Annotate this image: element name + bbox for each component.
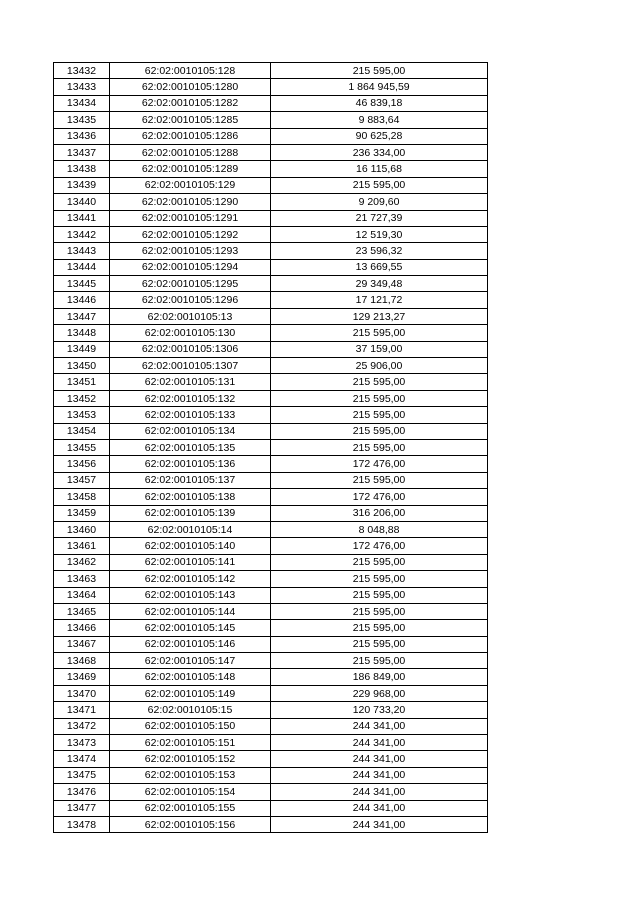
table-row	[54, 554, 488, 570]
cadastral-number-cell: 62:02:0010105:156	[110, 816, 271, 832]
row-id-cell: 13478	[54, 816, 110, 832]
row-id-cell: 13470	[54, 685, 110, 701]
table-row	[54, 636, 488, 652]
cadastral-number-cell: 62:02:0010105:140	[110, 538, 271, 554]
table-row	[54, 439, 488, 455]
value-cell: 215 595,00	[271, 63, 488, 79]
cadastral-number-cell: 62:02:0010105:145	[110, 620, 271, 636]
row-id-cell: 13475	[54, 767, 110, 783]
table-row	[54, 800, 488, 816]
value-cell: 215 595,00	[271, 636, 488, 652]
table-row	[54, 226, 488, 242]
cadastral-number-cell: 62:02:0010105:141	[110, 554, 271, 570]
cadastral-number-cell: 62:02:0010105:142	[110, 571, 271, 587]
row-id-cell: 13466	[54, 620, 110, 636]
value-cell: 244 341,00	[271, 784, 488, 800]
value-cell: 215 595,00	[271, 603, 488, 619]
row-id-cell: 13472	[54, 718, 110, 734]
table-row	[54, 276, 488, 292]
row-id-cell: 13453	[54, 407, 110, 423]
value-cell: 21 727,39	[271, 210, 488, 226]
row-id-cell: 13456	[54, 456, 110, 472]
table-row	[54, 292, 488, 308]
value-cell: 25 906,00	[271, 358, 488, 374]
row-id-cell: 13473	[54, 735, 110, 751]
row-id-cell: 13447	[54, 308, 110, 324]
table-row	[54, 472, 488, 488]
value-cell: 215 595,00	[271, 620, 488, 636]
cadastral-number-cell: 62:02:0010105:1280	[110, 79, 271, 95]
value-cell: 29 349,48	[271, 276, 488, 292]
row-id-cell: 13449	[54, 341, 110, 357]
row-id-cell: 13445	[54, 276, 110, 292]
cadastral-number-cell: 62:02:0010105:137	[110, 472, 271, 488]
cadastral-number-cell: 62:02:0010105:128	[110, 63, 271, 79]
row-id-cell: 13439	[54, 177, 110, 193]
value-cell: 215 595,00	[271, 407, 488, 423]
row-id-cell: 13443	[54, 243, 110, 259]
cadastral-number-cell: 62:02:0010105:1293	[110, 243, 271, 259]
table-row	[54, 587, 488, 603]
cadastral-number-cell: 62:02:0010105:136	[110, 456, 271, 472]
cadastral-number-cell: 62:02:0010105:129	[110, 177, 271, 193]
row-id-cell: 13464	[54, 587, 110, 603]
table-row	[54, 423, 488, 439]
table-row	[54, 390, 488, 406]
value-cell: 244 341,00	[271, 816, 488, 832]
cadastral-number-cell: 62:02:0010105:1282	[110, 95, 271, 111]
value-cell: 215 595,00	[271, 325, 488, 341]
table-row	[54, 767, 488, 783]
value-cell: 17 121,72	[271, 292, 488, 308]
value-cell: 236 334,00	[271, 144, 488, 160]
value-cell: 23 596,32	[271, 243, 488, 259]
row-id-cell: 13440	[54, 194, 110, 210]
cadastral-number-cell: 62:02:0010105:144	[110, 603, 271, 619]
table-row	[54, 325, 488, 341]
table-row	[54, 603, 488, 619]
table-row	[54, 128, 488, 144]
value-cell: 172 476,00	[271, 489, 488, 505]
cadastral-number-cell: 62:02:0010105:149	[110, 685, 271, 701]
row-id-cell: 13455	[54, 439, 110, 455]
table-row	[54, 669, 488, 685]
row-id-cell: 13469	[54, 669, 110, 685]
value-cell: 244 341,00	[271, 800, 488, 816]
value-cell: 1 864 945,59	[271, 79, 488, 95]
value-cell: 215 595,00	[271, 390, 488, 406]
row-id-cell: 13468	[54, 653, 110, 669]
table-row	[54, 112, 488, 128]
table-row	[54, 702, 488, 718]
value-cell: 244 341,00	[271, 767, 488, 783]
cadastral-number-cell: 62:02:0010105:154	[110, 784, 271, 800]
table-row	[54, 259, 488, 275]
row-id-cell: 13444	[54, 259, 110, 275]
table-row	[54, 489, 488, 505]
cadastral-number-cell: 62:02:0010105:148	[110, 669, 271, 685]
value-cell: 12 519,30	[271, 226, 488, 242]
table-row	[54, 358, 488, 374]
cadastral-number-cell: 62:02:0010105:152	[110, 751, 271, 767]
table-row	[54, 308, 488, 324]
row-id-cell: 13432	[54, 63, 110, 79]
cadastral-number-cell: 62:02:0010105:1288	[110, 144, 271, 160]
cadastral-number-cell: 62:02:0010105:138	[110, 489, 271, 505]
table-row	[54, 177, 488, 193]
table-row	[54, 751, 488, 767]
cadastral-number-cell: 62:02:0010105:155	[110, 800, 271, 816]
row-id-cell: 13451	[54, 374, 110, 390]
table-row	[54, 718, 488, 734]
value-cell: 172 476,00	[271, 538, 488, 554]
table-row	[54, 210, 488, 226]
row-id-cell: 13471	[54, 702, 110, 718]
value-cell: 8 048,88	[271, 521, 488, 537]
cadastral-number-cell: 62:02:0010105:139	[110, 505, 271, 521]
value-cell: 215 595,00	[271, 472, 488, 488]
cadastral-number-cell: 62:02:0010105:14	[110, 521, 271, 537]
cadastral-number-cell: 62:02:0010105:135	[110, 439, 271, 455]
value-cell: 244 341,00	[271, 718, 488, 734]
table-row	[54, 571, 488, 587]
value-cell: 13 669,55	[271, 259, 488, 275]
row-id-cell: 13438	[54, 161, 110, 177]
cadastral-number-cell: 62:02:0010105:15	[110, 702, 271, 718]
row-id-cell: 13452	[54, 390, 110, 406]
cadastral-number-cell: 62:02:0010105:151	[110, 735, 271, 751]
cadastral-number-cell: 62:02:0010105:1306	[110, 341, 271, 357]
table-row	[54, 816, 488, 832]
table-row	[54, 784, 488, 800]
value-cell: 90 625,28	[271, 128, 488, 144]
value-cell: 215 595,00	[271, 439, 488, 455]
cadastral-number-cell: 62:02:0010105:133	[110, 407, 271, 423]
table-row	[54, 144, 488, 160]
table-row	[54, 505, 488, 521]
row-id-cell: 13437	[54, 144, 110, 160]
cadastral-number-cell: 62:02:0010105:1286	[110, 128, 271, 144]
cadastral-number-cell: 62:02:0010105:130	[110, 325, 271, 341]
row-id-cell: 13448	[54, 325, 110, 341]
cadastral-number-cell: 62:02:0010105:1294	[110, 259, 271, 275]
cadastral-number-cell: 62:02:0010105:1291	[110, 210, 271, 226]
row-id-cell: 13457	[54, 472, 110, 488]
value-cell: 129 213,27	[271, 308, 488, 324]
value-cell: 244 341,00	[271, 735, 488, 751]
cadastral-number-cell: 62:02:0010105:1292	[110, 226, 271, 242]
row-id-cell: 13433	[54, 79, 110, 95]
value-cell: 215 595,00	[271, 571, 488, 587]
cadastral-number-cell: 62:02:0010105:1289	[110, 161, 271, 177]
value-cell: 215 595,00	[271, 554, 488, 570]
table-row	[54, 194, 488, 210]
row-id-cell: 13460	[54, 521, 110, 537]
row-id-cell: 13434	[54, 95, 110, 111]
cadastral-number-cell: 62:02:0010105:131	[110, 374, 271, 390]
row-id-cell: 13465	[54, 603, 110, 619]
row-id-cell: 13450	[54, 358, 110, 374]
row-id-cell: 13442	[54, 226, 110, 242]
cadastral-number-cell: 62:02:0010105:1296	[110, 292, 271, 308]
cadastral-number-cell: 62:02:0010105:1295	[110, 276, 271, 292]
row-id-cell: 13435	[54, 112, 110, 128]
value-cell: 37 159,00	[271, 341, 488, 357]
table-row	[54, 341, 488, 357]
value-cell: 186 849,00	[271, 669, 488, 685]
table-row	[54, 685, 488, 701]
cadastral-number-cell: 62:02:0010105:153	[110, 767, 271, 783]
table-body	[54, 63, 488, 833]
value-cell: 16 115,68	[271, 161, 488, 177]
table-row	[54, 243, 488, 259]
table-row	[54, 95, 488, 111]
cadastral-number-cell: 62:02:0010105:147	[110, 653, 271, 669]
table-row	[54, 374, 488, 390]
value-cell: 316 206,00	[271, 505, 488, 521]
table-row	[54, 79, 488, 95]
row-id-cell: 13476	[54, 784, 110, 800]
row-id-cell: 13477	[54, 800, 110, 816]
table-row	[54, 735, 488, 751]
table-row	[54, 161, 488, 177]
row-id-cell: 13461	[54, 538, 110, 554]
table-row	[54, 620, 488, 636]
value-cell: 120 733,20	[271, 702, 488, 718]
value-cell: 215 595,00	[271, 423, 488, 439]
row-id-cell: 13474	[54, 751, 110, 767]
table-row	[54, 653, 488, 669]
table-row	[54, 407, 488, 423]
row-id-cell: 13436	[54, 128, 110, 144]
value-cell: 215 595,00	[271, 653, 488, 669]
table-row	[54, 456, 488, 472]
cadastral-number-cell: 62:02:0010105:143	[110, 587, 271, 603]
cadastral-number-cell: 62:02:0010105:134	[110, 423, 271, 439]
cadastral-number-cell: 62:02:0010105:132	[110, 390, 271, 406]
row-id-cell: 13467	[54, 636, 110, 652]
cadastral-number-cell: 62:02:0010105:1307	[110, 358, 271, 374]
table-row	[54, 521, 488, 537]
cadastral-number-cell: 62:02:0010105:13	[110, 308, 271, 324]
row-id-cell: 13454	[54, 423, 110, 439]
row-id-cell: 13459	[54, 505, 110, 521]
row-id-cell: 13462	[54, 554, 110, 570]
row-id-cell: 13441	[54, 210, 110, 226]
value-cell: 244 341,00	[271, 751, 488, 767]
value-cell: 215 595,00	[271, 374, 488, 390]
table-row	[54, 63, 488, 79]
value-cell: 229 968,00	[271, 685, 488, 701]
value-cell: 172 476,00	[271, 456, 488, 472]
cadastral-number-cell: 62:02:0010105:1290	[110, 194, 271, 210]
row-id-cell: 13458	[54, 489, 110, 505]
cadastral-number-cell: 62:02:0010105:1285	[110, 112, 271, 128]
value-cell: 9 209,60	[271, 194, 488, 210]
data-table	[53, 62, 488, 833]
cadastral-number-cell: 62:02:0010105:146	[110, 636, 271, 652]
row-id-cell: 13463	[54, 571, 110, 587]
cadastral-number-cell: 62:02:0010105:150	[110, 718, 271, 734]
row-id-cell: 13446	[54, 292, 110, 308]
value-cell: 215 595,00	[271, 587, 488, 603]
value-cell: 9 883,64	[271, 112, 488, 128]
value-cell: 215 595,00	[271, 177, 488, 193]
value-cell: 46 839,18	[271, 95, 488, 111]
table-row	[54, 538, 488, 554]
